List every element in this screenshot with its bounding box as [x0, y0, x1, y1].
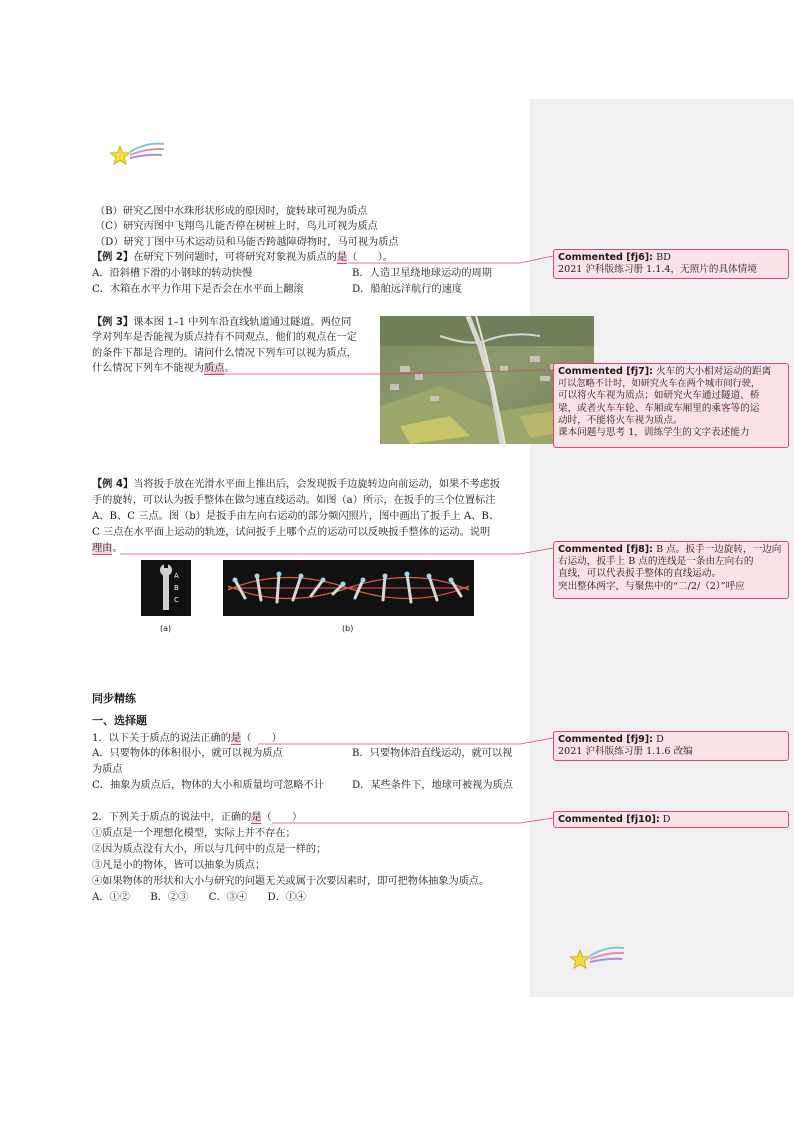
- example2-label: 【例 2】: [92, 252, 134, 263]
- example2-option-b: B．人造卫星绕地球运动的周期: [352, 268, 492, 279]
- q1-option-b: B．只要物体沿直线运动，就可以视: [352, 748, 513, 759]
- q1-stem: 1．以下关于质点的说法正确的是（ ）: [92, 733, 282, 744]
- q2-statement-1: ①质点是一个理想化模型，实际上并不存在；: [92, 828, 296, 839]
- q2-highlight[interactable]: 是: [251, 812, 262, 823]
- q2-statement-2: ②因为质点没有大小，所以与几何中的点是一样的；: [92, 844, 327, 855]
- caption-b: (b): [342, 624, 354, 633]
- q2-statement-4: ④如果物体的形状和大小与研究的问题无关或属于次要因素时，即可把物体抽象为质点。: [92, 876, 490, 887]
- example3-highlight[interactable]: 质点: [204, 363, 225, 374]
- example3-line4: 什么情况下列车不能视为质点。: [92, 363, 235, 374]
- q1-option-a: A．只要物体的体积很小，就可以视为质点: [92, 748, 283, 759]
- comment-fj7[interactable]: Commented [fj7]: 火车的大小相对运动的距离 可以忽略不计时，如研究火车在两个城市间行驶， 可以将火车视为质点；如研究火车通过隧道、桥 梁，或者火车车轮、车厢或车厢里的乘客等的运 动时，不能将火车视为质点。 课本问题与思考 1，训练学生的文字表述能力: [553, 363, 789, 448]
- comment-fj9[interactable]: Commented [fj9]: D 2021 沪科版练习册 1.1.6 改编: [553, 731, 789, 761]
- shooting-star-icon: [108, 140, 166, 172]
- wrench-figure-a: [141, 560, 191, 616]
- example4-highlight[interactable]: 理由: [92, 543, 113, 554]
- example2-option-d: D．船舶远洋航行的速度: [352, 284, 463, 295]
- example4-line5: 理由。: [92, 543, 123, 554]
- example4-line1: 【例 4】当将扳手放在光滑水平面上推出后，会发现扳手边旋转边向前运动，如果不考虑扳: [92, 479, 500, 490]
- example2-option-c: C．木箱在水平力作用下是否会在水平面上翻滚: [92, 284, 304, 295]
- q2-options: A．①② B．②③ C．③④ D．①④: [92, 892, 307, 903]
- section-title: 同步精练: [92, 692, 136, 705]
- comment-fj10[interactable]: Commented [fj10]: D: [553, 811, 789, 828]
- example4-line3: A、B、C 三点。图（b）是扳手由左向右运动的部分频闪照片，图中画出了扳手上 A、B、: [92, 511, 500, 522]
- point-a-label: A: [174, 572, 179, 580]
- example3-line1: 【例 3】课本图 1–1 中列车沿直线轨道通过隧道。两位同: [92, 317, 352, 328]
- q1-highlight[interactable]: 是: [230, 733, 242, 744]
- q1-option-c: C．抽象为质点后，物体的大小和质量均可忽略不计: [92, 780, 324, 791]
- example2-option-a: A．沿斜槽下滑的小钢球的转动快慢: [92, 268, 253, 279]
- point-c-label: C: [174, 596, 179, 604]
- example4-line4: C 三点在水平面上运动的轨迹，试问扳手上哪个点的运动可以反映扳手整体的运动。说明: [92, 527, 491, 538]
- shooting-star-icon: [568, 944, 626, 976]
- comment-fj6[interactable]: Commented [fj6]: BD 2021 沪科版练习册 1.1.4，无照片的具体情境: [553, 249, 789, 279]
- example1-option-c: （C）研究丙图中飞翔鸟儿能否停在树桩上时，鸟儿可视为质点: [95, 221, 378, 232]
- example2-highlight[interactable]: 是: [336, 252, 348, 263]
- caption-a: (a): [160, 624, 172, 633]
- example3-label: 【例 3】: [92, 317, 134, 328]
- example3-line2: 学对列车是否能视为质点持有不同观点，他们的观点在一定: [92, 332, 357, 343]
- q2-stem: 2．下列关于质点的说法中，正确的是（ ）: [92, 812, 303, 823]
- example1-option-b: （B）研究乙图中水珠形状形成的原因时，旋转球可视为质点: [95, 206, 368, 217]
- section-subtitle: 一、选择题: [92, 714, 147, 727]
- example1-option-d: （D）研究丁图中马术运动员和马能否跨越障碍物时，马可视为质点: [95, 237, 399, 248]
- q2-statement-3: ③凡是小的物体，皆可以抽象为质点；: [92, 860, 266, 871]
- point-b-label: B: [174, 584, 179, 592]
- example4-label: 【例 4】: [92, 479, 134, 490]
- wrench-strobe-figure-b: [223, 560, 474, 616]
- q1-option-d: D．某些条件下，地球可被视为质点: [352, 780, 513, 791]
- example3-line3: 的条件下都是合理的。请问什么情况下列车可以视为质点，: [92, 348, 357, 359]
- example2-stem: 【例 2】在研究下列问题时，可将研究对象视为质点的是（ ）。: [92, 252, 393, 263]
- q1-option-b-cont: 为质点: [92, 764, 123, 775]
- example4-line2: 手的旋转，可以认为扳手整体在做匀速直线运动。如图（a）所示，在扳手的三个位置标注: [92, 495, 496, 506]
- comment-fj8[interactable]: Commented [fj8]: B 点。扳手一边旋转，一边向 右运动，扳手上 B 点的连线是一条由左向右的 直线，可以代表扳手整体的直线运动。 突出整体两字，与聚焦中的“二/2/（2）”呼应: [553, 541, 789, 599]
